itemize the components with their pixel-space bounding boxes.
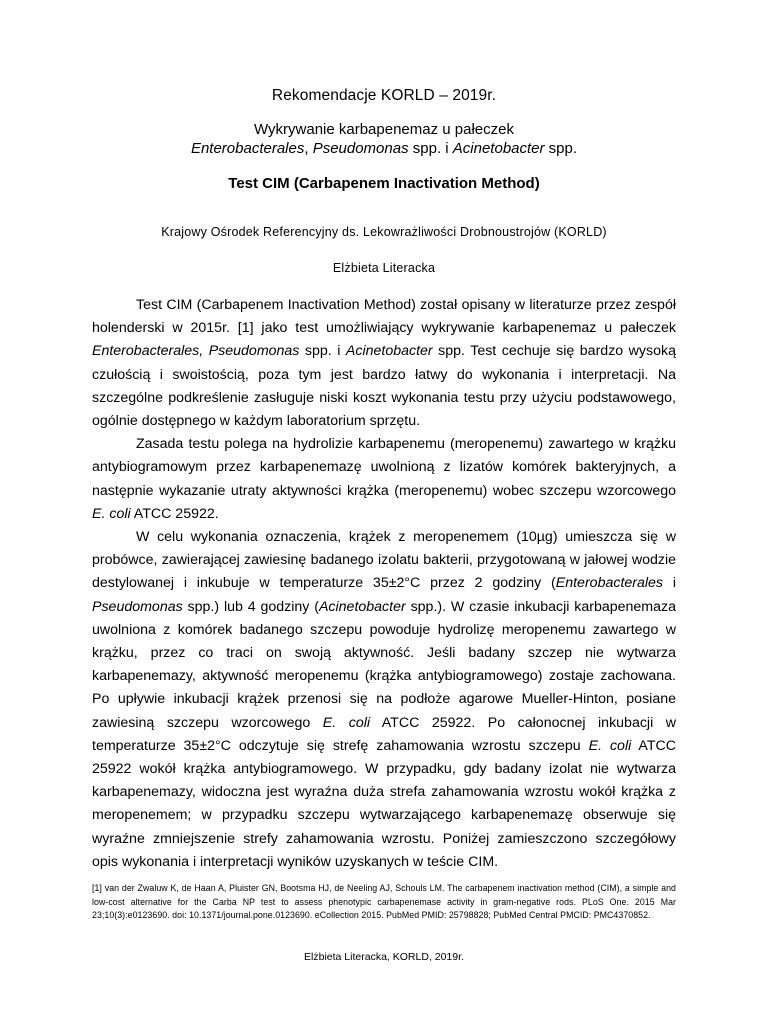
- paragraph-3-text-e: ATCC 25922. Po całonocnej inkubacji w temperaturze 35±2°C odczytuje się strefę zahamowania wzrostu szczepu: [92, 714, 677, 754]
- genus-pseudomonas: Pseudomonas: [312, 140, 409, 157]
- document-subtitle-line1: Wykrywanie karbapenemaz u pałeczek: [254, 121, 514, 138]
- paragraph-1-text-a: Test CIM (Carbapenem Inactivation Method) został opisany w literaturze przez zespół holenderski w 2015r. [1] jako test umożliwiający wykrywanie karbapenemaz u pałeczek: [92, 297, 676, 337]
- subtitle-mid-text: spp. i: [408, 140, 453, 157]
- genus-enterobacterales: Enterobacterales: [190, 140, 305, 157]
- paragraph-3-italic-1: Enterobacterales: [555, 575, 664, 592]
- paragraph-2-text-a: Zasada testu polega na hydrolizie karbapenemu (meropenemu) zawartego w krążku antybiogramowym przez karbapenemazę uwolnioną z lizatów komórek bakteryjnych, a następnie wykazanie utraty aktywności krążka (meropenemu) wobec szczepu wzorcowego: [92, 436, 676, 499]
- paragraph-2-text-b: ATCC 25922.: [130, 505, 219, 522]
- paragraph-1-italic-1: Enterobacterales, Pseudomonas: [92, 343, 300, 360]
- paragraph-3-text-c: spp.) lub 4 godziny (: [182, 598, 319, 615]
- paragraph-1-text-c: spp. Test cechuje się bardzo wysoką czułością i swoistością, poza tym jest bardzo łatwy do wykonania i interpretacji. Na szczególne podkreślenie zasługuje niski koszt wykonania testu przy użyciu podstawowego, ogólnie dostępnego w każdym laboratorium sprzętu.: [92, 343, 676, 430]
- paragraph-3-text-a: W celu wykonania oznaczenia, krążek z meropenemem (10µg) umieszcza się w probówce, zawierającej zawiesinę badanego izolatu bakterii, przygotowaną w jałowej wodzie destylowanej i inkubuje w temperaturze 35±2°C przez 2 godziny (: [92, 529, 676, 592]
- footnote: [1] van der Zwaluw K, de Haan A, Pluister GN, Bootsma HJ, de Neeling AJ, Schouls LM. The carbapenem inactivation method (CIM), a simple and low-cost alternative for the Carba NP test to assess phenotypic carbapenemase activity in gram-negative rods. PLoS One. 2015 Mar 23;10(3):e0123690. doi: 10.1371/journal.pone.0123690. eCollection 2015. PubMed PMID: 25798828; PubMed Central PMCID: PMC4370852.: [92, 883, 676, 920]
- paragraph-3: [92, 526, 676, 874]
- genus-acinetobacter: Acinetobacter: [452, 140, 545, 157]
- paragraph-1: [92, 294, 676, 433]
- subtitle-end-text: spp.: [544, 140, 578, 157]
- author-name: Elżbieta Literacka: [332, 261, 436, 275]
- paragraph-3-italic-3: Acinetobacter: [318, 598, 406, 615]
- paragraph-2: [92, 433, 676, 526]
- paragraph-3-text-d: spp.). W czasie inkubacji karbapenemaza uwolniona z komórek badanego szczepu powoduje hydrolizę meropenemu zawartego w krążku, przez co traci on swoją aktywność. Jeśli badany szczep nie wytwarza karbapenemazy, aktywność meropenemu (krążka antybiogramowego) zostaje zachowana. Po upływie inkubacji krążek przenosi się na podłoże agarowe Mueller-Hinton, posiane zawiesiną szczepu wzorcowego: [92, 598, 677, 731]
- paragraph-3-text-b: i: [663, 575, 676, 592]
- paragraph-3-italic-4: E. coli: [322, 714, 371, 731]
- document-body: [92, 294, 676, 874]
- subtitle-separator: ,: [304, 140, 313, 157]
- page-footer: Elżbieta Literacka, KORLD, 2019r.: [304, 951, 464, 963]
- document-subtitle-line2: [92, 140, 676, 157]
- paragraph-3-text-f: ATCC 25922 wokół krążka antybiogramowego. W przypadku, gdy badany izolat nie wytwarza karbapenemazy, widoczna jest wyraźna duża strefa zahamowania wzrostu wokół krążka z meropenemem; w przypadku szczepu wytwarzającego karbapenemazę obserwuje się wyraźne zmniejszenie strefy zahamowania wzrostu. Poniżej zamieszczono szczegółowy opis wykonania i interpretacji wyników uzyskanych w teście CIM.: [92, 737, 677, 870]
- paragraph-2-italic-1: E. coli: [92, 505, 131, 522]
- paragraph-3-italic-5: E. coli: [588, 737, 632, 754]
- paragraph-1-text-b: spp. i: [299, 343, 346, 360]
- document-header-line: Rekomendacje KORLD – 2019r.: [271, 87, 497, 104]
- document-title: Test CIM (Carbapenem Inactivation Method): [228, 175, 540, 192]
- institution-name: Krajowy Ośrodek Referencyjny ds. Lekowrażliwości Drobnoustrojów (KORLD): [161, 225, 607, 239]
- paragraph-1-italic-2: Acinetobacter: [345, 343, 433, 360]
- paragraph-3-italic-2: Pseudomonas: [92, 598, 183, 615]
